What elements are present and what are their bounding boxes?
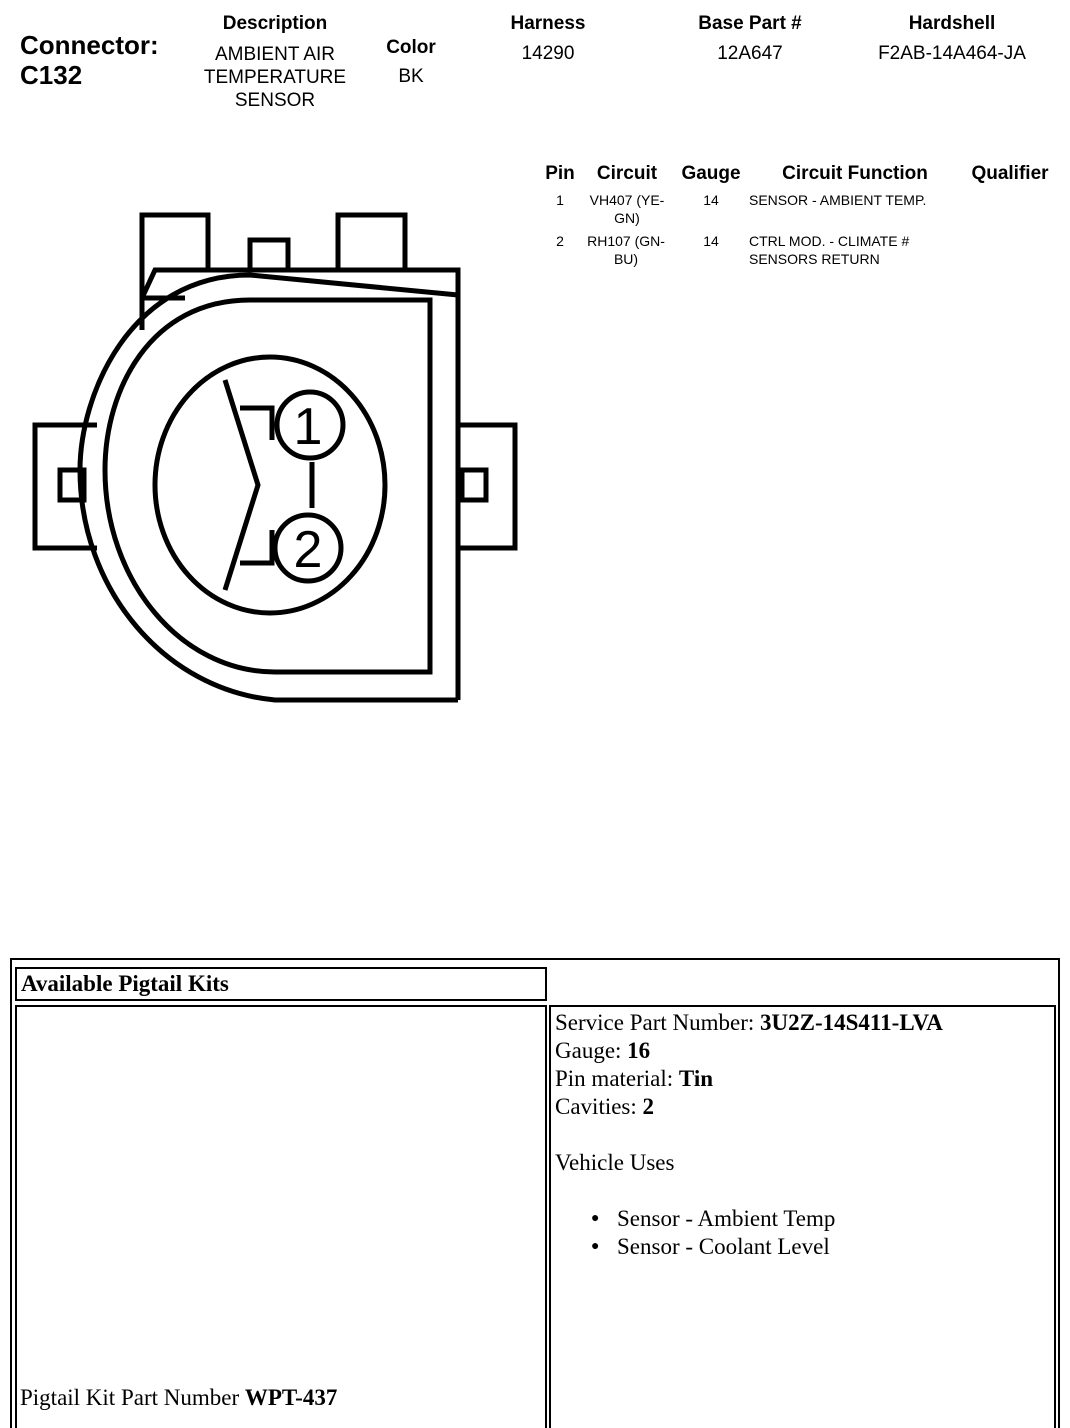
keyway-notch [225, 380, 258, 590]
description-value: AMBIENT AIR TEMPERATURE SENSOR [203, 44, 347, 111]
pin2-label: 2 [293, 521, 323, 579]
cavities-line [555, 1093, 1050, 1121]
pigtail-kit-number: WPT-437 [244, 1385, 338, 1410]
row1-circuit: VH407 (YE-GN) [589, 192, 665, 226]
harness-value: 14290 [521, 43, 575, 64]
gauge-line [555, 1037, 1050, 1065]
gauge-label: Gauge: [555, 1038, 628, 1063]
service-part-value: 3U2Z-14S411-LVA [760, 1010, 943, 1035]
pigtail-title: Available Pigtail Kits [21, 971, 229, 996]
pin1-label: 1 [293, 398, 323, 456]
cavities-label: Cavities: [555, 1094, 643, 1119]
row2-function: CTRL MOD. - CLIMATE # SENSORS RETURN [749, 233, 910, 267]
pigtail-kit-cell [15, 1005, 547, 1428]
pigtail-title-cell [15, 967, 547, 1001]
base-part-header: Base Part # [698, 13, 802, 34]
vehicle-use-item: ● Sensor - Coolant Level [555, 1233, 1050, 1261]
row1-function: SENSOR - AMBIENT TEMP. [749, 192, 927, 208]
top-right-tab [338, 215, 405, 270]
connector-label: Connector: [20, 30, 159, 60]
row1-gauge: 14 [703, 192, 719, 208]
vehicle-uses-heading: Vehicle Uses [555, 1150, 675, 1175]
description-header: Description [222, 13, 328, 34]
base-part-value: 12A647 [717, 43, 783, 64]
pin-material-label: Pin material: [555, 1066, 679, 1091]
top-center-tab [250, 240, 288, 270]
qualifier-col-header: Qualifier [971, 163, 1049, 184]
color-header: Color [386, 37, 436, 58]
hardshell-value: F2AB-14A464-JA [878, 43, 1026, 64]
vehicle-use-item: ● Sensor - Ambient Temp [555, 1205, 1050, 1233]
cavities-value: 2 [642, 1094, 655, 1119]
pin-col-header: Pin [545, 163, 575, 184]
row2-circuit: RH107 (GN-BU) [587, 233, 665, 267]
cavity-oval [155, 357, 385, 613]
row2-gauge: 14 [703, 233, 719, 249]
top-left-tab [142, 215, 208, 300]
pin-material-value: Tin [678, 1066, 714, 1091]
circuit-col-header: Circuit [596, 163, 658, 184]
row2-pin: 2 [556, 233, 564, 249]
housing-top [142, 270, 458, 700]
harness-header: Harness [510, 13, 586, 34]
outer-body [80, 275, 458, 700]
connector-face-diagram [0, 0, 540, 720]
gauge-value: 16 [627, 1038, 651, 1063]
vehicle-uses-list [555, 1205, 1050, 1261]
pin-material-line [555, 1065, 1050, 1093]
color-value: BK [398, 66, 424, 87]
connector-id: C132 [20, 60, 83, 90]
row1-pin: 1 [556, 192, 564, 208]
gauge-col-header: Gauge [681, 163, 741, 184]
function-col-header: Circuit Function [782, 163, 928, 184]
pigtail-details-cell [549, 1005, 1056, 1428]
pigtail-kit-line [20, 1385, 337, 1411]
service-part-line [555, 1009, 1050, 1037]
pigtail-kit-label: Pigtail Kit Part Number [20, 1385, 245, 1410]
service-part-label: Service Part Number: [555, 1010, 761, 1035]
right-latch-slot [462, 470, 486, 500]
hardshell-header: Hardshell [908, 13, 996, 34]
